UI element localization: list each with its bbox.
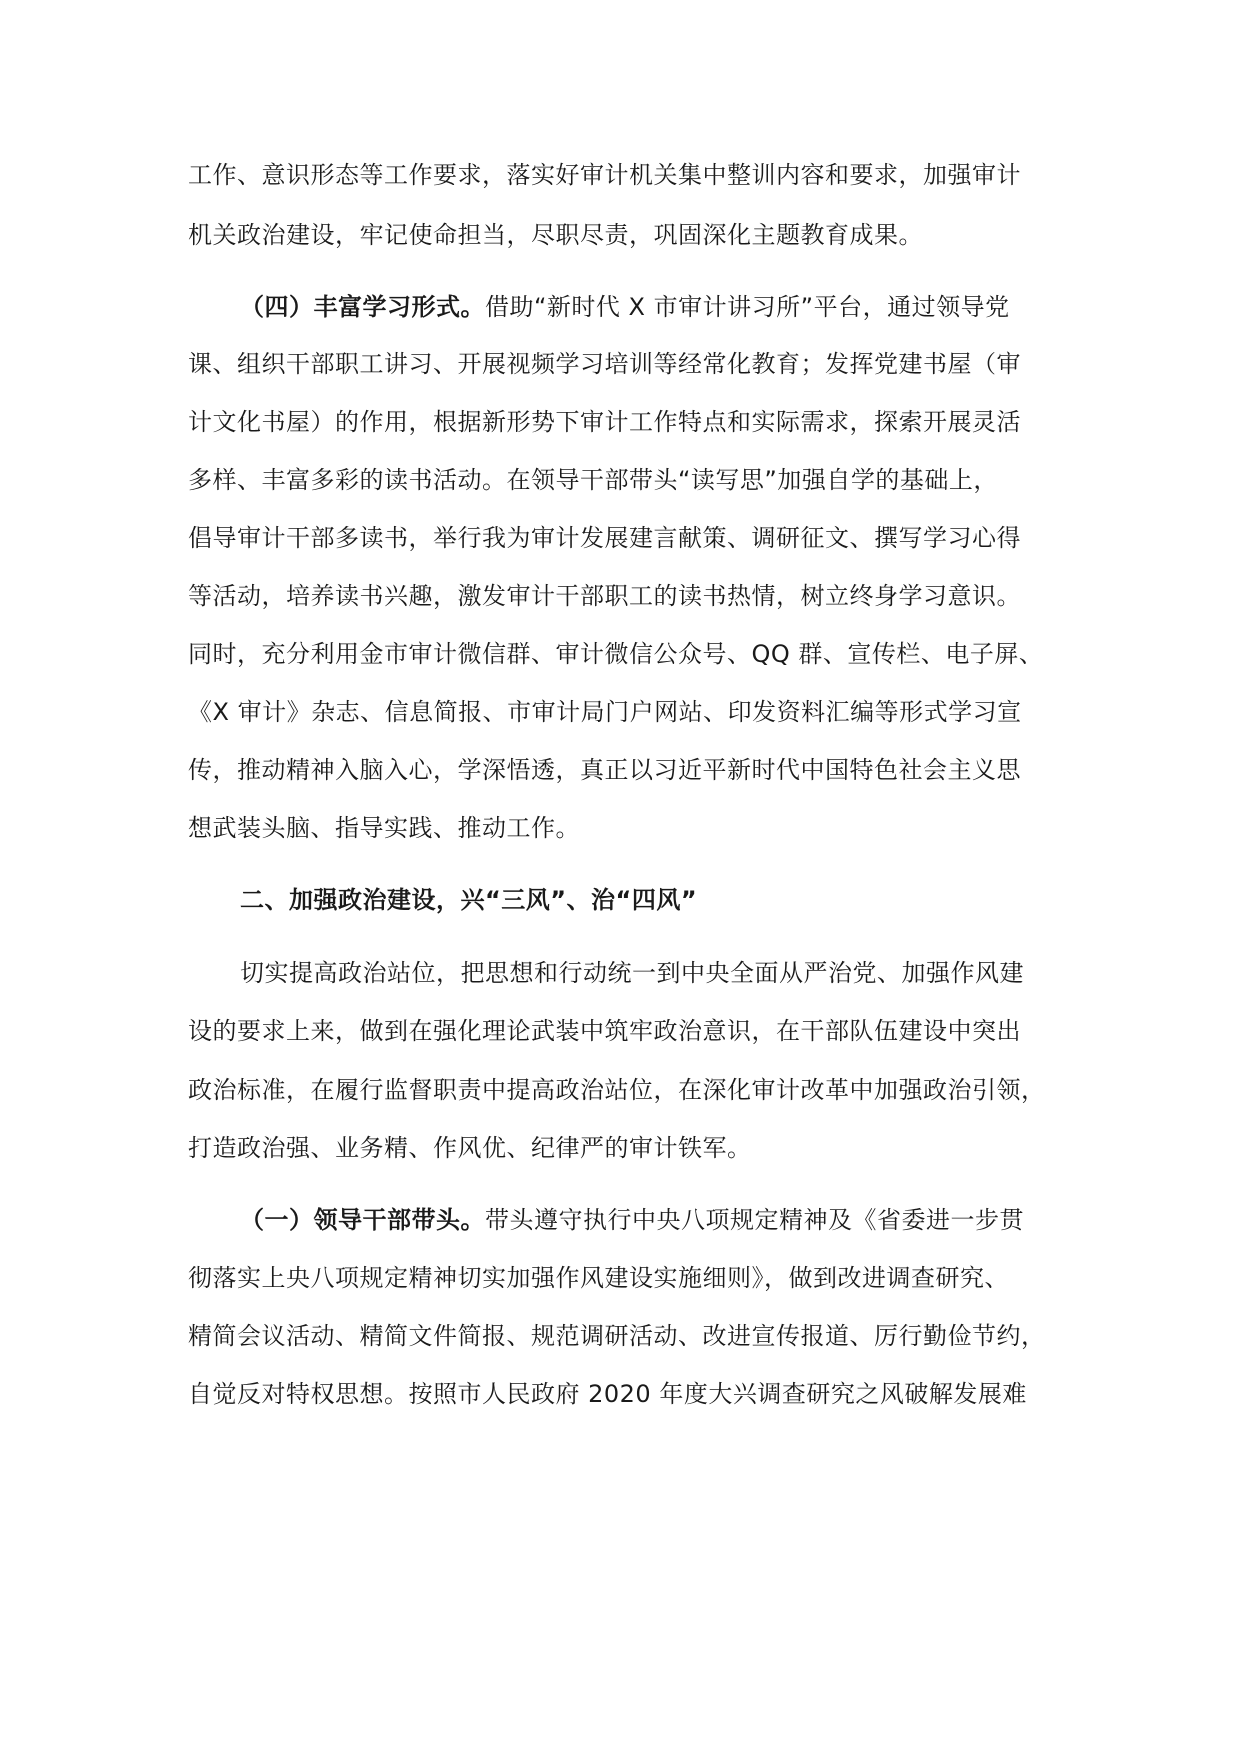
paragraph-2-line-6: 等活动，培养读书兴趣，激发审计干部职工的读书热情，树立终身学习意识。	[188, 582, 1021, 610]
paragraph-2-line-7: 同时，充分利用金市审计微信群、审计微信公众号、QQ 群、宣传栏、电子屏、	[188, 640, 1044, 668]
paragraph-4-line-1	[240, 1204, 1068, 1236]
paragraph-3-line-1: 切实提高政治站位，把思想和行动统一到中央全面从严治党、加强作风建	[240, 959, 1024, 987]
paragraph-2-line-4: 多样、丰富多彩的读书活动。在领导干部带头“读写思”加强自学的基础上，	[188, 466, 998, 494]
subsection-heading-4: （四）丰富学习形式。	[240, 293, 485, 321]
paragraph-2-line-3: 计文化书屋）的作用，根据新形势下审计工作特点和实际需求，探索开展灵活	[188, 408, 1021, 436]
paragraph-2-line-8: 《X 审计》杂志、信息简报、市审计局门户网站、印发资料汇编等形式学习宣	[188, 698, 1022, 726]
paragraph-4-line-3: 精简会议活动、精简文件简报、规范调研活动、改进宣传报道、厉行勤俭节约，	[188, 1322, 1046, 1350]
paragraph-1-line-2: 机关政治建设，牢记使命担当，尽职尽责，巩固深化主题教育成果。	[188, 221, 923, 249]
paragraph-3-line-4: 打造政治强、业务精、作风优、纪律严的审计铁军。	[188, 1134, 752, 1162]
paragraph-4-line-2: 彻落实上央八项规定精神切实加强作风建设实施细则》，做到改进调查研究、	[188, 1264, 1009, 1292]
section-heading: 二、加强政治建设，兴“三风”、治“四风”	[240, 886, 698, 914]
paragraph-2-line-2: 课、组织干部职工讲习、开展视频学习培训等经常化教育；发挥党建书屋（审	[188, 350, 1021, 378]
paragraph-1-line-1: 工作、意识形态等工作要求，落实好审计机关集中整训内容和要求，加强审计	[188, 161, 1021, 189]
paragraph-4-line-4: 自觉反对特权思想。按照市人民政府 2020 年度大兴调查研究之风破解发展难	[188, 1380, 1027, 1408]
paragraph-3-line-2: 设的要求上来，做到在强化理论武装中筑牢政治意识，在干部队伍建设中突出	[188, 1017, 1021, 1045]
paragraph-2-line-10: 想武装头脑、指导实践、推动工作。	[188, 814, 580, 842]
paragraph-2-line-5: 倡导审计干部多读书，举行我为审计发展建言献策、调研征文、撰写学习心得	[188, 524, 1021, 552]
paragraph-4-line-1-text: 带头遵守执行中央八项规定精神及《省委进一步贯	[485, 1206, 1024, 1234]
paragraph-2-line-1-text: 借助“新时代 X 市审计讲习所”平台，通过领导党	[485, 293, 1010, 321]
paragraph-3-line-3: 政治标准，在履行监督职责中提高政治站位，在深化审计改革中加强政治引领，	[188, 1076, 1046, 1104]
paragraph-2-line-1	[240, 291, 1068, 323]
subsection-heading-1: （一）领导干部带头。	[240, 1206, 485, 1234]
paragraph-2-line-9: 传，推动精神入脑入心，学深悟透，真正以习近平新时代中国特色社会主义思	[188, 756, 1021, 784]
